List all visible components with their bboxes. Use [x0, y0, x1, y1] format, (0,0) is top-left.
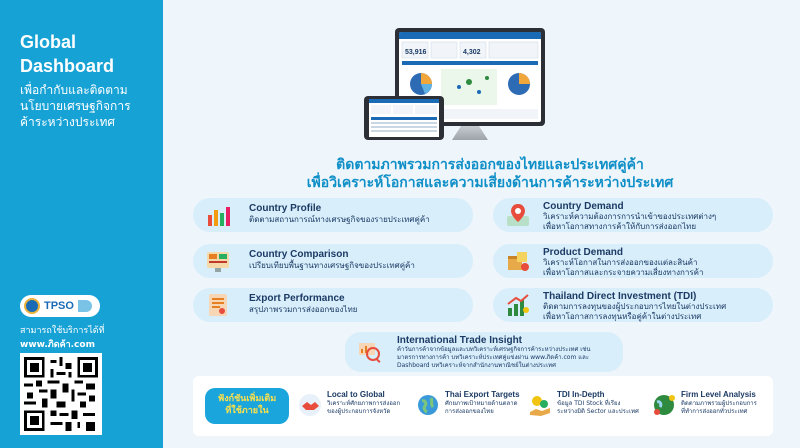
card-desc: เปรียบเทียบพื้นฐานทางเศรษฐกิจของประเทศคู่ค้า: [249, 261, 415, 270]
access-text: สามารถใช้บริการได้ที่: [20, 326, 105, 336]
card-title: Export Performance: [249, 293, 345, 304]
magnifier-chart-icon: [357, 339, 383, 365]
function-desc: ข้อมูล TDI Stock ที่เรียง ระหว่างมิติ Sector และประเทศ: [557, 400, 639, 415]
card-international-trade-insight[interactable]: [345, 332, 623, 372]
report-icon: [205, 292, 231, 318]
card-title: Country Demand: [543, 201, 624, 212]
card-country-profile[interactable]: [193, 198, 473, 232]
kpi-value-1: 53,916: [405, 49, 427, 56]
function-title: Firm Level Analysis: [681, 390, 756, 399]
card-desc: ติดตามสถานการณ์ทางเศรษฐกิจของรายประเทศคู่ค้า: [249, 215, 430, 224]
page-subtitle: เพื่อกำกับและติดตาม นโยบายเศรษฐกิจการ ค้าระหว่างประเทศ: [20, 83, 131, 129]
kpi-value-2: 4,302: [463, 49, 481, 56]
card-country-demand[interactable]: [493, 198, 773, 232]
function-firm-level-analysis[interactable]: [651, 388, 769, 424]
function-desc: ติดตามภาพรวมผู้ประกอบการ ที่ทำการส่งออกทั่วประเทศ: [681, 400, 757, 415]
card-product-demand[interactable]: [493, 244, 773, 278]
ministry-seal-icon: [24, 298, 40, 314]
tablet-screen: [369, 99, 439, 137]
function-local-to-global[interactable]: [297, 388, 415, 424]
monitor-stand: [452, 126, 488, 140]
function-desc: วิเคราะห์ศักยภาพการส่งออก ของผู้ประกอบการจังหวัด: [327, 400, 401, 415]
page-title: Global Dashboard: [20, 32, 115, 76]
card-title: Thailand Direct Investment (TDI): [543, 291, 697, 302]
card-title: Product Demand: [543, 247, 624, 258]
additional-functions-badge: ฟังก์ชันเพิ่มเติม ที่ใช้ภายใน: [205, 388, 289, 424]
globe-icon: [415, 392, 441, 418]
handshake-icon: [297, 392, 323, 418]
function-title: Local to Global: [327, 390, 385, 399]
bar-chart-icon: [205, 202, 231, 228]
site-url-link[interactable]: www.ภิดค้า.com: [20, 340, 95, 350]
card-desc: ค้าวันการค้าจากข้อมูลและบทวิเคราะห์เศรษฐกิจการค้าระหว่างประเทศ เช่น มาตรการทางการค้า บทวิเคราะห์ประเทศคู่แข่งผ่าน www.ภิดค้า.com และ Dashboard บทวิเคราะห์จากสำนักงานพาณิชย์ในต่างประเทศ: [397, 346, 591, 369]
card-export-performance[interactable]: [193, 288, 473, 322]
left-panel: [0, 0, 163, 448]
card-title: Country Comparison: [249, 249, 349, 260]
card-title: International Trade Insight: [397, 335, 523, 346]
additional-functions-panel: [193, 376, 773, 436]
function-title: Thai Export Targets: [445, 390, 520, 399]
tpso-mark-icon: [78, 300, 92, 312]
function-thai-export-targets[interactable]: [415, 388, 527, 424]
card-desc: ติดตามการลงทุนของผู้ประกอบการไทยในต่างประเทศ เพื่อหาโอกาสการลงทุนหรือคู่ค้าในต่างประเทศ: [543, 302, 727, 321]
product-box-icon: [505, 248, 531, 274]
money-hand-icon: [527, 392, 553, 418]
card-desc: วิเคราะห์โอกาสในการส่งออกของแต่ละสินค้า เพื่อหาโอกาสและกระจายความเสี่ยงทางการค้า: [543, 258, 704, 277]
headline-line-2: เพื่อวิเคราะห์โอกาสและความเสี่ยงด้านการค้าระหว่างประเทศ: [306, 175, 674, 191]
qr-code[interactable]: [20, 353, 102, 435]
function-tdi-in-depth[interactable]: [527, 388, 645, 424]
function-title: TDI In-Depth: [557, 390, 605, 399]
world-network-icon: [651, 392, 677, 418]
investment-chart-icon: [505, 292, 531, 318]
card-thailand-direct-investment[interactable]: [493, 288, 773, 322]
card-country-comparison[interactable]: [193, 244, 473, 278]
headline-line-1: ติดตามภาพรวมการส่งออกของไทยและประเทศคู่ค้า: [336, 157, 644, 173]
dashboard-tablet-mockup: [364, 96, 444, 140]
card-desc: สรุปภาพรวมการส่งออกของไทย: [249, 305, 358, 314]
card-desc: วิเคราะห์ความต้องการการนำเข้าของประเทศต่างๆ เพื่อหาโอกาสทางการค้าให้กับการส่งออกไทย: [543, 212, 717, 231]
tpso-logo: TPSO: [20, 295, 100, 317]
card-title: Country Profile: [249, 203, 322, 214]
map-pin-icon: [505, 202, 531, 228]
comparison-icon: [205, 248, 231, 274]
function-desc: ศักยภาพเป้าหมายด้านตลาด การส่งออกของไทย: [445, 400, 518, 415]
